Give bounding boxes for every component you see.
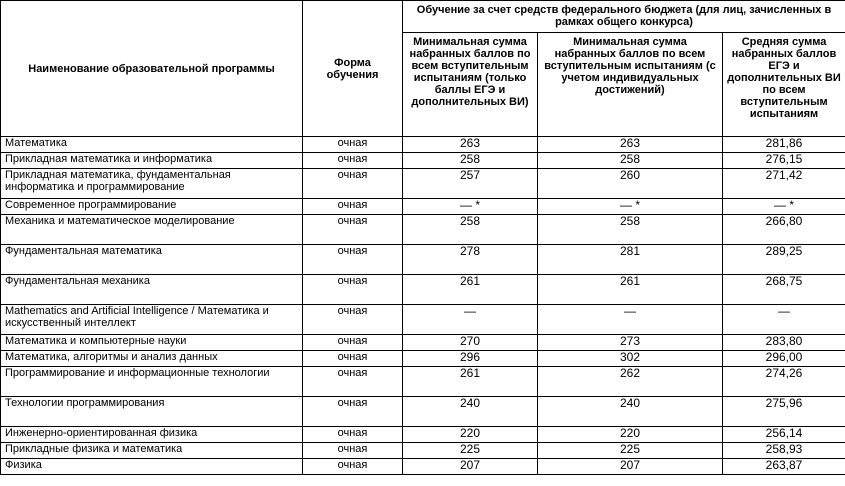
program-name: Технологии программирования bbox=[1, 397, 303, 427]
min-score-with-achievements: 302 bbox=[538, 351, 723, 367]
study-form: очная bbox=[303, 215, 403, 245]
program-name: Mathematics and Artificial Intelligence / Математика и искусственный интеллект bbox=[1, 305, 303, 335]
program-name: Прикладная математика и информатика bbox=[1, 153, 303, 169]
min-score-with-achievements: — bbox=[538, 305, 723, 335]
average-score: 281,86 bbox=[723, 137, 845, 153]
header-min-score-with-achievements: Минимальная сумма набранных баллов по всем вступительным испытаниям (с учетом индивидуальных достижений) bbox=[538, 33, 723, 137]
average-score: 276,15 bbox=[723, 153, 845, 169]
header-min-score-exam-only: Минимальная сумма набранных баллов по всем вступительным испытаниям (только баллы ЕГЭ и дополнительных ВИ) bbox=[403, 33, 538, 137]
min-score-with-achievements: 262 bbox=[538, 367, 723, 397]
study-form: очная bbox=[303, 169, 403, 199]
program-name: Механика и математическое моделирование bbox=[1, 215, 303, 245]
average-score: 289,25 bbox=[723, 245, 845, 275]
min-score-with-achievements: — * bbox=[538, 199, 723, 215]
study-form: очная bbox=[303, 137, 403, 153]
program-name: Математика bbox=[1, 137, 303, 153]
min-score-exam-only: — bbox=[403, 305, 538, 335]
program-name: Современное программирование bbox=[1, 199, 303, 215]
table-row bbox=[1, 427, 845, 443]
average-score: — * bbox=[723, 199, 845, 215]
study-form: очная bbox=[303, 367, 403, 397]
study-form: очная bbox=[303, 459, 403, 475]
min-score-with-achievements: 220 bbox=[538, 427, 723, 443]
min-score-with-achievements: 260 bbox=[538, 169, 723, 199]
average-score: 263,87 bbox=[723, 459, 845, 475]
min-score-with-achievements: 281 bbox=[538, 245, 723, 275]
table-row bbox=[1, 459, 845, 475]
study-form: очная bbox=[303, 351, 403, 367]
min-score-exam-only: 257 bbox=[403, 169, 538, 199]
average-score: 271,42 bbox=[723, 169, 845, 199]
min-score-with-achievements: 207 bbox=[538, 459, 723, 475]
table-row bbox=[1, 351, 845, 367]
program-name: Физика bbox=[1, 459, 303, 475]
table-row bbox=[1, 367, 845, 397]
min-score-exam-only: 261 bbox=[403, 367, 538, 397]
min-score-exam-only: 263 bbox=[403, 137, 538, 153]
table-row bbox=[1, 199, 845, 215]
table-row bbox=[1, 397, 845, 427]
table-row bbox=[1, 215, 845, 245]
study-form: очная bbox=[303, 397, 403, 427]
min-score-with-achievements: 261 bbox=[538, 275, 723, 305]
program-name: Математика и компьютерные науки bbox=[1, 335, 303, 351]
table-row bbox=[1, 305, 845, 335]
average-score: 283,80 bbox=[723, 335, 845, 351]
program-name: Прикладные физика и математика bbox=[1, 443, 303, 459]
min-score-exam-only: 207 bbox=[403, 459, 538, 475]
min-score-with-achievements: 263 bbox=[538, 137, 723, 153]
program-name: Программирование и информационные технологии bbox=[1, 367, 303, 397]
min-score-exam-only: 220 bbox=[403, 427, 538, 443]
average-score: 256,14 bbox=[723, 427, 845, 443]
min-score-exam-only: 261 bbox=[403, 275, 538, 305]
study-form: очная bbox=[303, 335, 403, 351]
study-form: очная bbox=[303, 305, 403, 335]
table-row bbox=[1, 153, 845, 169]
average-score: 296,00 bbox=[723, 351, 845, 367]
table-row bbox=[1, 335, 845, 351]
study-form: очная bbox=[303, 443, 403, 459]
program-name: Фундаментальная механика bbox=[1, 275, 303, 305]
min-score-exam-only: — * bbox=[403, 199, 538, 215]
study-form: очная bbox=[303, 245, 403, 275]
min-score-exam-only: 258 bbox=[403, 215, 538, 245]
min-score-with-achievements: 240 bbox=[538, 397, 723, 427]
table-row bbox=[1, 137, 845, 153]
average-score: 268,75 bbox=[723, 275, 845, 305]
table-row bbox=[1, 443, 845, 459]
min-score-with-achievements: 273 bbox=[538, 335, 723, 351]
average-score: 274,26 bbox=[723, 367, 845, 397]
program-name: Математика, алгоритмы и анализ данных bbox=[1, 351, 303, 367]
header-form: Форма обучения bbox=[303, 1, 403, 137]
average-score: — bbox=[723, 305, 845, 335]
header-average-score: Средняя сумма набранных баллов ЕГЭ и дополнительных ВИ по всем вступительным испытаниям bbox=[723, 33, 845, 137]
program-name: Инженерно-ориентированная физика bbox=[1, 427, 303, 443]
min-score-with-achievements: 258 bbox=[538, 215, 723, 245]
average-score: 275,96 bbox=[723, 397, 845, 427]
study-form: очная bbox=[303, 153, 403, 169]
min-score-exam-only: 270 bbox=[403, 335, 538, 351]
header-budget-group: Обучение за счет средств федерального бюджета (для лиц, зачисленных в рамках общего конкурса) bbox=[403, 1, 845, 33]
table-row bbox=[1, 275, 845, 305]
min-score-exam-only: 278 bbox=[403, 245, 538, 275]
min-score-exam-only: 258 bbox=[403, 153, 538, 169]
table-row bbox=[1, 245, 845, 275]
table-row bbox=[1, 169, 845, 199]
header-program: Наименование образовательной программы bbox=[1, 1, 303, 137]
min-score-exam-only: 225 bbox=[403, 443, 538, 459]
min-score-with-achievements: 225 bbox=[538, 443, 723, 459]
min-score-with-achievements: 258 bbox=[538, 153, 723, 169]
program-name: Прикладная математика, фундаментальная информатика и программирование bbox=[1, 169, 303, 199]
study-form: очная bbox=[303, 275, 403, 305]
min-score-exam-only: 240 bbox=[403, 397, 538, 427]
program-name: Фундаментальная математика bbox=[1, 245, 303, 275]
study-form: очная bbox=[303, 427, 403, 443]
average-score: 258,93 bbox=[723, 443, 845, 459]
average-score: 266,80 bbox=[723, 215, 845, 245]
min-score-exam-only: 296 bbox=[403, 351, 538, 367]
study-form: очная bbox=[303, 199, 403, 215]
